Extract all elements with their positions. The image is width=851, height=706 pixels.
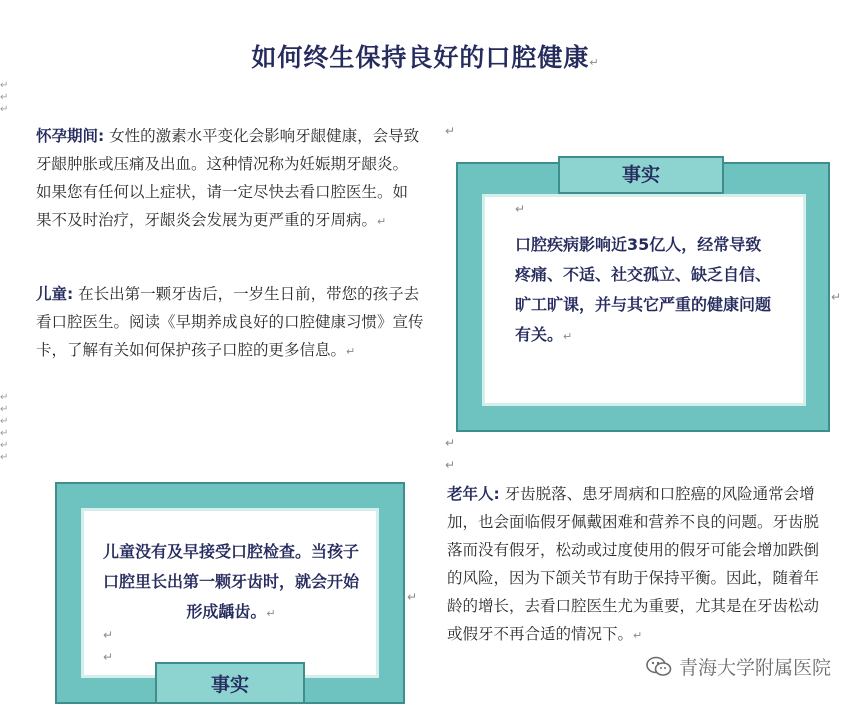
children-label: 儿童: xyxy=(36,285,74,303)
paragraph-marks-top: ↵ ↵ ↵ xyxy=(0,80,9,115)
paragraph-mark-icon: ↵ xyxy=(589,56,600,69)
pregnancy-paragraph: 怀孕期间: 女性的激素水平变化会影响牙龈健康，会导致牙龈肿胀或压痛及出血。这种情况称为妊娠期牙龈炎。如果您有任何以上症状，请一定尽快去看口腔医生。如果不及时治疗，牙龈炎会发展为更严重的牙周病。↵ xyxy=(36,127,420,229)
elderly-text: 牙齿脱落、患牙周病和口腔癌的风险通常会增加，也会面临假牙佩戴困难和营养不良的问题。牙齿脱落而没有假牙，松动或过度使用的假牙可能会增加跌倒的风险，因为下颌关节有助于保持平衡。因此，随着年龄的增长，去看口腔医生尤为重要，尤其是在牙齿松动或假牙不再合适的情况下。 xyxy=(447,485,820,643)
paragraph-mark-icon: ↵ xyxy=(515,202,526,216)
paragraph-mark-icon: ↵ xyxy=(445,124,456,138)
paragraph-mark-icon: ↵ xyxy=(445,458,456,472)
children-text: 在长出第一颗牙齿后，一岁生日前，带您的孩子去看口腔医生。阅读《早期养成良好的口腔健康习惯》宣传卡，了解有关如何保护孩子口腔的更多信息。 xyxy=(36,285,424,359)
pregnancy-label: 怀孕期间: xyxy=(36,127,105,145)
pregnancy-text: 女性的激素水平变化会影响牙龈健康，会导致牙龈肿胀或压痛及出血。这种情况称为妊娠期牙龈炎。如果您有任何以上症状，请一定尽快去看口腔医生。如果不及时治疗，牙龈炎会发展为更严重的牙周病。 xyxy=(36,127,420,229)
elderly-label: 老年人: xyxy=(447,485,500,503)
paragraph-mark-icon: ↵ xyxy=(407,590,418,604)
fact-box-top-text: 口腔疾病影响近35亿人，经常导致疼痛、不适、社交孤立、缺乏自信、旷工旷课，并与其它严重的健康问题有关。↵ xyxy=(515,235,772,344)
paragraph-mark-icon: ↵ xyxy=(103,628,114,642)
paragraph-mark-icon: ↵ xyxy=(103,650,114,664)
watermark xyxy=(645,653,831,680)
fact-box-bottom-text: 儿童没有及早接受口腔检查。当孩子口腔里长出第一颗牙齿时，就会开始形成龋齿。↵ xyxy=(102,542,359,621)
watermark-text: 青海大学附属医院 xyxy=(678,657,831,679)
paragraph-mark-icon: ↵ xyxy=(445,436,456,450)
paragraph-marks-left: ↵ ↵ ↵ ↵ ↵ ↵ xyxy=(0,392,9,463)
children-paragraph: 儿童: 在长出第一颗牙齿后，一岁生日前，带您的孩子去看口腔医生。阅读《早期养成良好的口腔健康习惯》宣传卡，了解有关如何保护孩子口腔的更多信息。↵ xyxy=(36,285,424,359)
paragraph-mark-icon: ↵ xyxy=(831,290,842,304)
wechat-icon xyxy=(645,655,673,679)
elderly-paragraph: 老年人: 牙齿脱落、患牙周病和口腔癌的风险通常会增加，也会面临假牙佩戴困难和营养不良的问题。牙齿脱落而没有假牙，松动或过度使用的假牙可能会增加跌倒的风险，因为下颌关节有助于保持平衡。因此，随着年龄的增长，去看口腔医生尤为重要，尤其是在牙齿松动或假牙不再合适的情况下。↵ xyxy=(447,485,820,643)
page-title: 如何终生保持良好的口腔健康↵ xyxy=(251,43,600,72)
fact-box-bottom-heading: 事实 xyxy=(155,662,305,704)
fact-box-top-heading: 事实 xyxy=(558,156,724,194)
